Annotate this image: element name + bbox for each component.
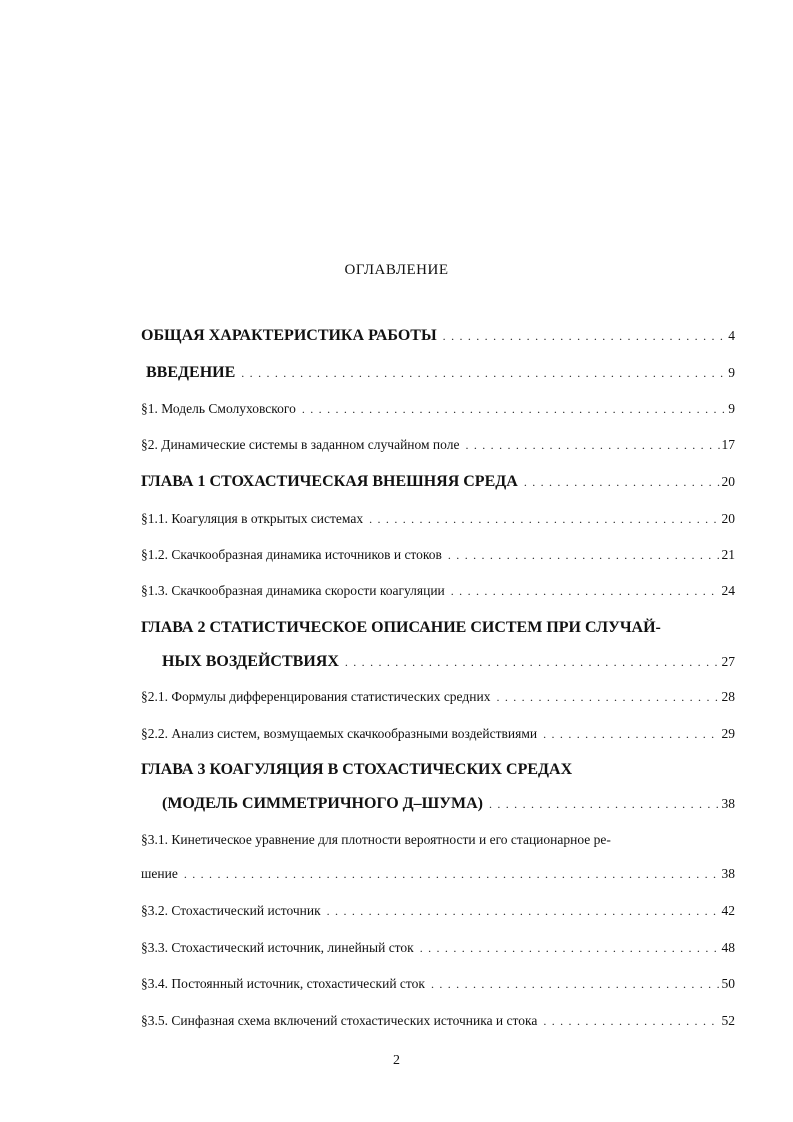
page-number: 2	[393, 1053, 400, 1068]
toc-entry-label: §3.5. Синфазная схема включений стохастических источника и стока	[141, 1013, 538, 1028]
leader-dots	[448, 548, 720, 563]
toc-title: ОГЛАВЛЕНИЕ	[344, 262, 449, 278]
toc-entry-chapter-1[interactable]	[141, 473, 735, 491]
toc-entry-section-3-5[interactable]	[141, 1013, 735, 1029]
toc-entry-section-3-1-line-1[interactable]: §3.1. Кинетическое уравнение для плотности вероятности и его стационарное ре-	[141, 832, 611, 847]
toc-entry-general-characteristics[interactable]	[141, 327, 735, 345]
toc-entry-page: 24	[721, 583, 735, 598]
toc-entry-page: 42	[721, 903, 735, 918]
toc-entry-label: §1.3. Скачкообразная динамика скорости коагуляции	[141, 583, 445, 598]
leader-dots	[184, 867, 720, 882]
toc-entry-section-2[interactable]	[141, 437, 735, 453]
toc-entry-section-2-1[interactable]	[141, 689, 735, 705]
toc-entry-page: 9	[728, 365, 735, 380]
toc-entry-page: 21	[721, 547, 735, 562]
toc-entry-page: 9	[728, 401, 735, 416]
toc-entry-page: 4	[728, 328, 735, 343]
toc-entry-label: ВВЕДЕНИЕ	[146, 364, 236, 381]
leader-dots	[465, 438, 719, 453]
toc-entry-label: §1.1. Коагуляция в открытых системах	[141, 511, 364, 526]
toc-entry-label: §1.2. Скачкообразная динамика источников и стоков	[141, 547, 442, 562]
leader-dots	[543, 727, 719, 742]
leader-dots	[543, 1014, 719, 1029]
toc-entry-page: 28	[721, 689, 735, 704]
toc-entry-label: §3.3. Стохастический источник, линейный сток	[141, 940, 414, 955]
toc-entry-section-3-3[interactable]	[141, 940, 735, 956]
leader-dots	[489, 797, 720, 812]
leader-dots	[302, 402, 726, 417]
toc-entry-section-1-1[interactable]	[141, 511, 735, 527]
toc-entry-page: 52	[721, 1013, 735, 1028]
toc-entry-label: §3.2. Стохастический источник	[141, 903, 321, 918]
toc-entry-label: НЫХ ВОЗДЕЙСТВИЯХ	[162, 653, 339, 670]
toc-entry-chapter-3-line-1[interactable]: ГЛАВА 3 КОАГУЛЯЦИЯ В СТОХАСТИЧЕСКИХ СРЕДАХ	[141, 761, 573, 778]
leader-dots	[496, 690, 719, 705]
leader-dots	[369, 512, 719, 527]
toc-entry-introduction[interactable]	[141, 364, 735, 382]
toc-entry-label: шение	[141, 866, 178, 881]
toc-entry-chapter-2[interactable]	[141, 653, 735, 671]
toc-entry-section-3-1[interactable]	[141, 866, 735, 882]
toc-entry-label: ОБЩАЯ ХАРАКТЕРИСТИКА РАБОТЫ	[141, 327, 437, 344]
toc-entry-label: §2. Динамические системы в заданном случайном поле	[141, 437, 460, 452]
toc-entry-section-1-2[interactable]	[141, 547, 735, 563]
toc-entry-section-1-3[interactable]	[141, 583, 735, 599]
toc-entry-chapter-3[interactable]	[141, 795, 735, 813]
toc-entry-section-3-4[interactable]	[141, 976, 735, 992]
toc-entry-section-2-2[interactable]	[141, 726, 735, 742]
toc-entry-chapter-2-line-1[interactable]: ГЛАВА 2 СТАТИСТИЧЕСКОЕ ОПИСАНИЕ СИСТЕМ ПРИ СЛУЧАЙ-	[141, 619, 661, 636]
leader-dots	[345, 655, 720, 670]
leader-dots	[524, 475, 720, 490]
toc-entry-page: 50	[721, 976, 735, 991]
toc-entry-page: 20	[721, 474, 735, 489]
toc-entry-page: 48	[721, 940, 735, 955]
toc-entry-page: 17	[721, 437, 735, 452]
leader-dots	[443, 329, 727, 344]
toc-entry-page: 38	[721, 866, 735, 881]
toc-entry-label: (МОДЕЛЬ СИММЕТРИЧНОГО Д–ШУМА)	[162, 795, 483, 812]
toc-entry-section-3-2[interactable]	[141, 903, 735, 919]
leader-dots	[420, 941, 720, 956]
toc-entry-label: ГЛАВА 1 СТОХАСТИЧЕСКАЯ ВНЕШНЯЯ СРЕДА	[141, 473, 518, 490]
toc-entry-page: 20	[721, 511, 735, 526]
leader-dots	[241, 366, 726, 381]
toc-entry-label: §2.2. Анализ систем, возмущаемых скачкообразными воздействиями	[141, 726, 538, 741]
toc-entry-page: 38	[721, 796, 735, 811]
toc-entry-page: 27	[721, 654, 735, 669]
toc-entry-label: §1. Модель Смолуховского	[141, 401, 296, 416]
toc-entry-label: §2.1. Формулы дифференцирования статистических средних	[141, 689, 491, 704]
leader-dots	[327, 904, 720, 919]
toc-entry-page: 29	[721, 726, 735, 741]
toc-entry-section-1[interactable]	[141, 401, 735, 417]
leader-dots	[431, 977, 720, 992]
toc-entry-label: §3.4. Постоянный источник, стохастический сток	[141, 976, 425, 991]
leader-dots	[451, 584, 720, 599]
